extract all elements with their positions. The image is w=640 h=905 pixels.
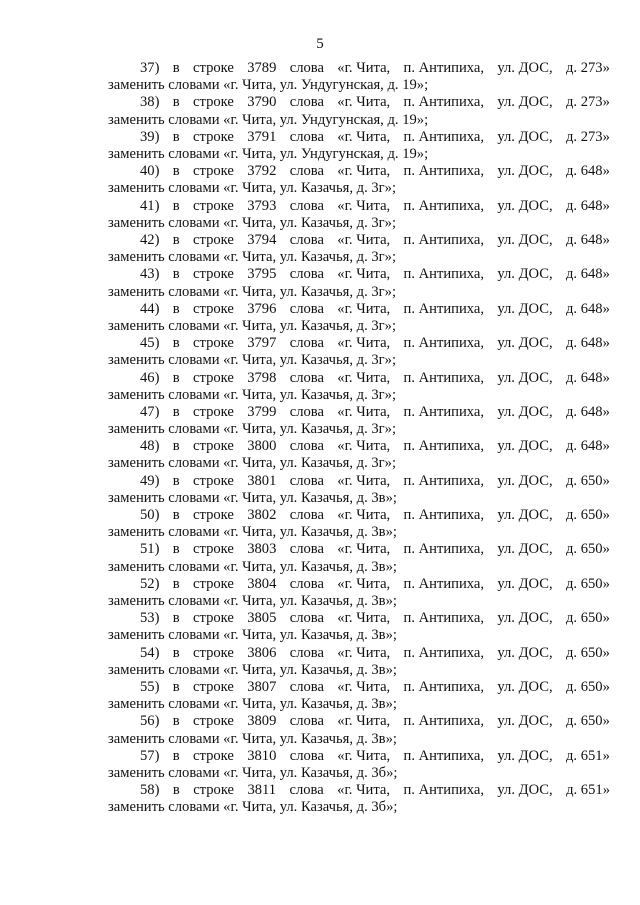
- word-row: строке: [193, 197, 234, 214]
- old-settlement: п. Антипиха,: [403, 472, 485, 489]
- old-settlement: п. Антипиха,: [403, 747, 485, 764]
- list-item: [108, 232, 610, 266]
- word-in: в: [172, 94, 180, 111]
- old-settlement: п. Антипиха,: [403, 713, 485, 730]
- old-street: ул. ДОС,: [497, 713, 553, 730]
- word-words: слова: [289, 335, 324, 352]
- item-first-line: [108, 198, 610, 215]
- old-street: ул. ДОС,: [497, 403, 553, 420]
- old-settlement: п. Антипиха,: [403, 644, 485, 661]
- word-in: в: [172, 163, 180, 180]
- item-number: 47): [140, 403, 160, 420]
- row-number: 3811: [247, 782, 277, 799]
- old-city: «г. Чита,: [337, 94, 391, 111]
- item-first-line: [108, 713, 610, 730]
- old-settlement: п. Антипиха,: [403, 369, 485, 386]
- old-city: «г. Чита,: [337, 747, 391, 764]
- word-row: строке: [193, 782, 235, 799]
- list-item: [108, 782, 610, 816]
- word-words: слова: [289, 403, 324, 420]
- row-number: 3797: [247, 335, 277, 352]
- old-settlement: п. Антипиха,: [403, 575, 485, 592]
- word-row: строке: [193, 472, 234, 489]
- old-house: д. 648»: [565, 369, 610, 386]
- row-number: 3794: [247, 231, 277, 248]
- word-words: слова: [289, 300, 324, 317]
- item-replacement: заменить словами «г. Чита, ул. Казачья, д. 3г»;: [108, 180, 397, 197]
- item-first-line: [108, 507, 610, 524]
- old-city: «г. Чита,: [337, 163, 391, 180]
- list-item: [108, 748, 610, 782]
- old-house: д. 650»: [565, 713, 610, 730]
- old-city: «г. Чита,: [337, 507, 391, 524]
- list-item: [108, 438, 610, 472]
- old-city: «г. Чита,: [337, 231, 391, 248]
- old-street: ул. ДОС,: [497, 369, 553, 386]
- word-in: в: [172, 747, 180, 764]
- word-row: строке: [193, 713, 234, 730]
- item-first-line: [108, 60, 610, 77]
- row-number: 3792: [247, 163, 277, 180]
- word-words: слова: [289, 713, 324, 730]
- list-item: [108, 404, 610, 438]
- word-in: в: [172, 679, 180, 696]
- item-number: 53): [140, 610, 160, 627]
- old-settlement: п. Антипиха,: [403, 60, 485, 76]
- item-number: 55): [140, 679, 160, 696]
- old-city: «г. Чита,: [337, 335, 391, 352]
- old-house: д. 650»: [565, 472, 610, 489]
- old-street: ул. ДОС,: [497, 60, 553, 76]
- old-city: «г. Чита,: [337, 438, 391, 455]
- word-row: строке: [193, 335, 234, 352]
- row-number: 3809: [247, 713, 277, 730]
- item-number: 38): [140, 94, 160, 111]
- item-replacement: заменить словами «г. Чита, ул. Казачья, д. 3в»;: [108, 661, 397, 678]
- word-words: слова: [289, 679, 324, 696]
- item-first-line: [108, 576, 610, 593]
- word-in: в: [172, 575, 180, 592]
- old-city: «г. Чита,: [337, 197, 391, 214]
- row-number: 3800: [247, 438, 277, 455]
- old-settlement: п. Антипиха,: [403, 163, 485, 180]
- old-city: «г. Чита,: [337, 403, 391, 420]
- word-words: слова: [289, 610, 324, 627]
- row-number: 3791: [247, 128, 277, 145]
- item-first-line: [108, 232, 610, 249]
- old-settlement: п. Антипиха,: [403, 266, 485, 283]
- item-number: 40): [140, 163, 160, 180]
- item-number: 51): [140, 541, 160, 558]
- item-replacement: заменить словами «г. Чита, ул. Казачья, д. 3г»;: [108, 249, 397, 266]
- word-words: слова: [289, 266, 324, 283]
- old-street: ул. ДОС,: [497, 128, 553, 145]
- old-street: ул. ДОС,: [497, 266, 553, 283]
- old-city: «г. Чита,: [337, 713, 391, 730]
- list-item: [108, 198, 610, 232]
- old-city: «г. Чита,: [337, 610, 391, 627]
- item-first-line: [108, 541, 610, 558]
- word-row: строке: [193, 128, 234, 145]
- word-words: слова: [289, 128, 324, 145]
- item-number: 58): [140, 782, 160, 799]
- old-settlement: п. Антипиха,: [403, 197, 485, 214]
- row-number: 3790: [247, 94, 277, 111]
- list-item: [108, 679, 610, 713]
- list-item: [108, 576, 610, 610]
- list-item: [108, 266, 610, 300]
- word-in: в: [172, 403, 180, 420]
- list-item: [108, 335, 610, 369]
- row-number: 3807: [247, 679, 277, 696]
- word-in: в: [172, 472, 180, 489]
- item-replacement: заменить словами «г. Чита, ул. Казачья, д. 3г»;: [108, 214, 397, 231]
- item-first-line: [108, 94, 610, 111]
- old-city: «г. Чита,: [337, 266, 391, 283]
- amendment-list: [108, 60, 610, 817]
- old-house: д. 648»: [565, 197, 610, 214]
- item-number: 42): [140, 231, 160, 248]
- old-house: д. 273»: [565, 128, 610, 145]
- item-replacement: заменить словами «г. Чита, ул. Казачья, д. 3в»;: [108, 730, 397, 747]
- item-replacement: заменить словами «г. Чита, ул. Казачья, д. 3в»;: [108, 593, 397, 610]
- item-replacement: заменить словами «г. Чита, ул. Казачья, д. 3г»;: [108, 421, 397, 438]
- item-replacement: заменить словами «г. Чита, ул. Казачья, д. 3г»;: [108, 455, 397, 472]
- old-settlement: п. Антипиха,: [403, 335, 485, 352]
- word-in: в: [172, 128, 180, 145]
- item-replacement: заменить словами «г. Чита, ул. Казачья, д. 3в»;: [108, 558, 397, 575]
- old-city: «г. Чита,: [337, 472, 391, 489]
- old-street: ул. ДОС,: [497, 472, 553, 489]
- old-city: «г. Чита,: [337, 679, 391, 696]
- word-in: в: [172, 60, 180, 76]
- old-city: «г. Чита,: [337, 575, 391, 592]
- word-in: в: [172, 266, 180, 283]
- item-replacement: заменить словами «г. Чита, ул. Казачья, д. 3г»;: [108, 352, 397, 369]
- old-city: «г. Чита,: [337, 60, 391, 76]
- item-number: 43): [140, 266, 160, 283]
- old-house: д. 648»: [565, 403, 610, 420]
- old-settlement: п. Антипиха,: [403, 507, 485, 524]
- old-house: д. 651»: [566, 782, 610, 799]
- old-house: д. 648»: [565, 266, 610, 283]
- row-number: 3805: [247, 610, 277, 627]
- word-in: в: [172, 438, 180, 455]
- item-number: 45): [140, 335, 160, 352]
- old-house: д. 650»: [565, 644, 610, 661]
- old-city: «г. Чита,: [337, 541, 391, 558]
- old-street: ул. ДОС,: [497, 94, 553, 111]
- list-item: [108, 60, 610, 94]
- old-street: ул. ДОС,: [497, 782, 553, 799]
- old-street: ул. ДОС,: [497, 747, 553, 764]
- word-words: слова: [289, 747, 324, 764]
- word-words: слова: [289, 782, 324, 799]
- word-row: строке: [193, 300, 234, 317]
- word-words: слова: [289, 472, 324, 489]
- list-item: [108, 94, 610, 128]
- word-in: в: [172, 541, 180, 558]
- list-item: [108, 645, 610, 679]
- item-first-line: [108, 438, 610, 455]
- list-item: [108, 163, 610, 197]
- list-item: [108, 129, 610, 163]
- row-number: 3799: [247, 403, 277, 420]
- row-number: 3803: [247, 541, 277, 558]
- word-row: строке: [193, 266, 234, 283]
- word-words: слова: [289, 541, 324, 558]
- word-in: в: [172, 197, 180, 214]
- row-number: 3795: [247, 266, 277, 283]
- word-words: слова: [289, 163, 324, 180]
- item-replacement: заменить словами «г. Чита, ул. Казачья, д. 3г»;: [108, 317, 397, 334]
- word-row: строке: [193, 747, 234, 764]
- old-street: ул. ДОС,: [497, 679, 553, 696]
- list-item: [108, 507, 610, 541]
- item-replacement: заменить словами «г. Чита, ул. Казачья, д. 3в»;: [108, 524, 397, 541]
- word-row: строке: [193, 610, 234, 627]
- item-replacement: заменить словами «г. Чита, ул. Казачья, д. 3г»;: [108, 283, 397, 300]
- old-house: д. 648»: [565, 438, 610, 455]
- item-replacement: заменить словами «г. Чита, ул. Казачья, д. 3в»;: [108, 489, 397, 506]
- old-settlement: п. Антипиха,: [403, 128, 485, 145]
- list-item: [108, 541, 610, 575]
- word-row: строке: [193, 679, 234, 696]
- old-house: д. 648»: [565, 300, 610, 317]
- word-row: строке: [193, 163, 234, 180]
- word-row: строке: [193, 644, 234, 661]
- item-replacement: заменить словами «г. Чита, ул. Казачья, д. 3в»;: [108, 696, 397, 713]
- word-in: в: [172, 231, 180, 248]
- old-street: ул. ДОС,: [497, 300, 553, 317]
- word-in: в: [172, 644, 180, 661]
- row-number: 3798: [247, 369, 277, 386]
- word-words: слова: [289, 575, 324, 592]
- item-number: 37): [140, 60, 160, 76]
- list-item: [108, 610, 610, 644]
- item-first-line: [108, 163, 610, 180]
- old-street: ул. ДОС,: [497, 575, 553, 592]
- word-row: строке: [193, 403, 234, 420]
- word-words: слова: [289, 197, 324, 214]
- item-replacement: заменить словами «г. Чита, ул. Ундугунская, д. 19»;: [108, 111, 429, 128]
- item-first-line: [108, 748, 610, 765]
- item-replacement: заменить словами «г. Чита, ул. Казачья, д. 3в»;: [108, 627, 397, 644]
- word-row: строке: [193, 60, 234, 76]
- old-city: «г. Чита,: [337, 128, 391, 145]
- word-words: слова: [289, 60, 324, 76]
- row-number: 3793: [247, 197, 277, 214]
- word-in: в: [172, 507, 180, 524]
- word-row: строке: [193, 507, 234, 524]
- word-row: строке: [193, 438, 234, 455]
- old-street: ул. ДОС,: [497, 507, 553, 524]
- item-first-line: [108, 645, 610, 662]
- item-first-line: [108, 266, 610, 283]
- word-row: строке: [193, 541, 234, 558]
- word-in: в: [172, 610, 180, 627]
- item-first-line: [108, 679, 610, 696]
- old-settlement: п. Антипиха,: [403, 231, 485, 248]
- item-replacement: заменить словами «г. Чита, ул. Ундугунская, д. 19»;: [108, 145, 429, 162]
- old-settlement: п. Антипиха,: [403, 782, 484, 799]
- item-replacement: заменить словами «г. Чита, ул. Ундугунская, д. 19»;: [108, 77, 429, 94]
- item-number: 50): [140, 507, 160, 524]
- word-words: слова: [289, 644, 324, 661]
- word-row: строке: [193, 94, 234, 111]
- word-row: строке: [193, 369, 234, 386]
- word-in: в: [172, 713, 180, 730]
- old-house: д. 650»: [565, 507, 610, 524]
- item-number: 44): [140, 300, 160, 317]
- old-house: д. 648»: [565, 231, 610, 248]
- word-in: в: [172, 782, 180, 799]
- old-house: д. 273»: [565, 60, 610, 76]
- item-first-line: [108, 782, 610, 799]
- item-number: 46): [140, 369, 160, 386]
- word-words: слова: [289, 94, 324, 111]
- old-settlement: п. Антипиха,: [403, 403, 485, 420]
- old-house: д. 648»: [565, 335, 610, 352]
- old-street: ул. ДОС,: [497, 610, 553, 627]
- item-replacement: заменить словами «г. Чита, ул. Казачья, д. 3б»;: [108, 765, 398, 781]
- old-house: д. 650»: [565, 575, 610, 592]
- old-settlement: п. Антипиха,: [403, 541, 485, 558]
- word-row: строке: [193, 575, 234, 592]
- old-settlement: п. Антипиха,: [403, 679, 485, 696]
- item-replacement: заменить словами «г. Чита, ул. Казачья, д. 3г»;: [108, 386, 397, 403]
- row-number: 3804: [247, 575, 277, 592]
- word-words: слова: [289, 507, 324, 524]
- row-number: 3796: [247, 300, 277, 317]
- row-number: 3810: [247, 747, 277, 764]
- item-number: 57): [140, 747, 160, 764]
- old-house: д. 648»: [565, 163, 610, 180]
- list-item: [108, 713, 610, 747]
- item-first-line: [108, 370, 610, 387]
- item-replacement: заменить словами «г. Чита, ул. Казачья, д. 3б»;: [108, 799, 398, 816]
- old-street: ул. ДОС,: [497, 335, 553, 352]
- word-words: слова: [289, 369, 324, 386]
- old-house: д. 650»: [565, 679, 610, 696]
- item-first-line: [108, 473, 610, 490]
- old-city: «г. Чита,: [337, 300, 391, 317]
- row-number: 3802: [247, 507, 277, 524]
- old-city: «г. Чита,: [337, 782, 391, 799]
- word-row: строке: [193, 231, 234, 248]
- item-number: 49): [140, 472, 160, 489]
- old-house: д. 650»: [565, 610, 610, 627]
- old-street: ул. ДОС,: [497, 644, 553, 661]
- word-in: в: [172, 335, 180, 352]
- old-settlement: п. Антипиха,: [403, 438, 485, 455]
- old-street: ул. ДОС,: [497, 231, 553, 248]
- list-item: [108, 370, 610, 404]
- word-words: слова: [289, 231, 324, 248]
- old-house: д. 273»: [565, 94, 610, 111]
- old-street: ул. ДОС,: [497, 163, 553, 180]
- item-first-line: [108, 404, 610, 421]
- word-words: слова: [289, 438, 324, 455]
- list-item: [108, 301, 610, 335]
- old-settlement: п. Антипиха,: [403, 610, 485, 627]
- old-city: «г. Чита,: [337, 369, 391, 386]
- row-number: 3806: [247, 644, 277, 661]
- item-first-line: [108, 301, 610, 318]
- item-number: 41): [140, 197, 160, 214]
- item-number: 52): [140, 575, 160, 592]
- page-number: 5: [316, 36, 324, 52]
- item-number: 54): [140, 644, 160, 661]
- old-settlement: п. Антипиха,: [403, 94, 485, 111]
- old-house: д. 651»: [565, 747, 610, 764]
- item-number: 39): [140, 128, 160, 145]
- list-item: [108, 473, 610, 507]
- word-in: в: [172, 369, 180, 386]
- row-number: 3789: [247, 60, 277, 76]
- old-street: ул. ДОС,: [497, 438, 553, 455]
- row-number: 3801: [247, 472, 277, 489]
- old-street: ул. ДОС,: [497, 197, 553, 214]
- old-house: д. 650»: [565, 541, 610, 558]
- item-number: 56): [140, 713, 160, 730]
- word-in: в: [172, 300, 180, 317]
- item-first-line: [108, 610, 610, 627]
- item-first-line: [108, 129, 610, 146]
- old-settlement: п. Антипиха,: [403, 300, 485, 317]
- old-street: ул. ДОС,: [497, 541, 553, 558]
- old-city: «г. Чита,: [337, 644, 391, 661]
- item-number: 48): [140, 438, 160, 455]
- item-first-line: [108, 335, 610, 352]
